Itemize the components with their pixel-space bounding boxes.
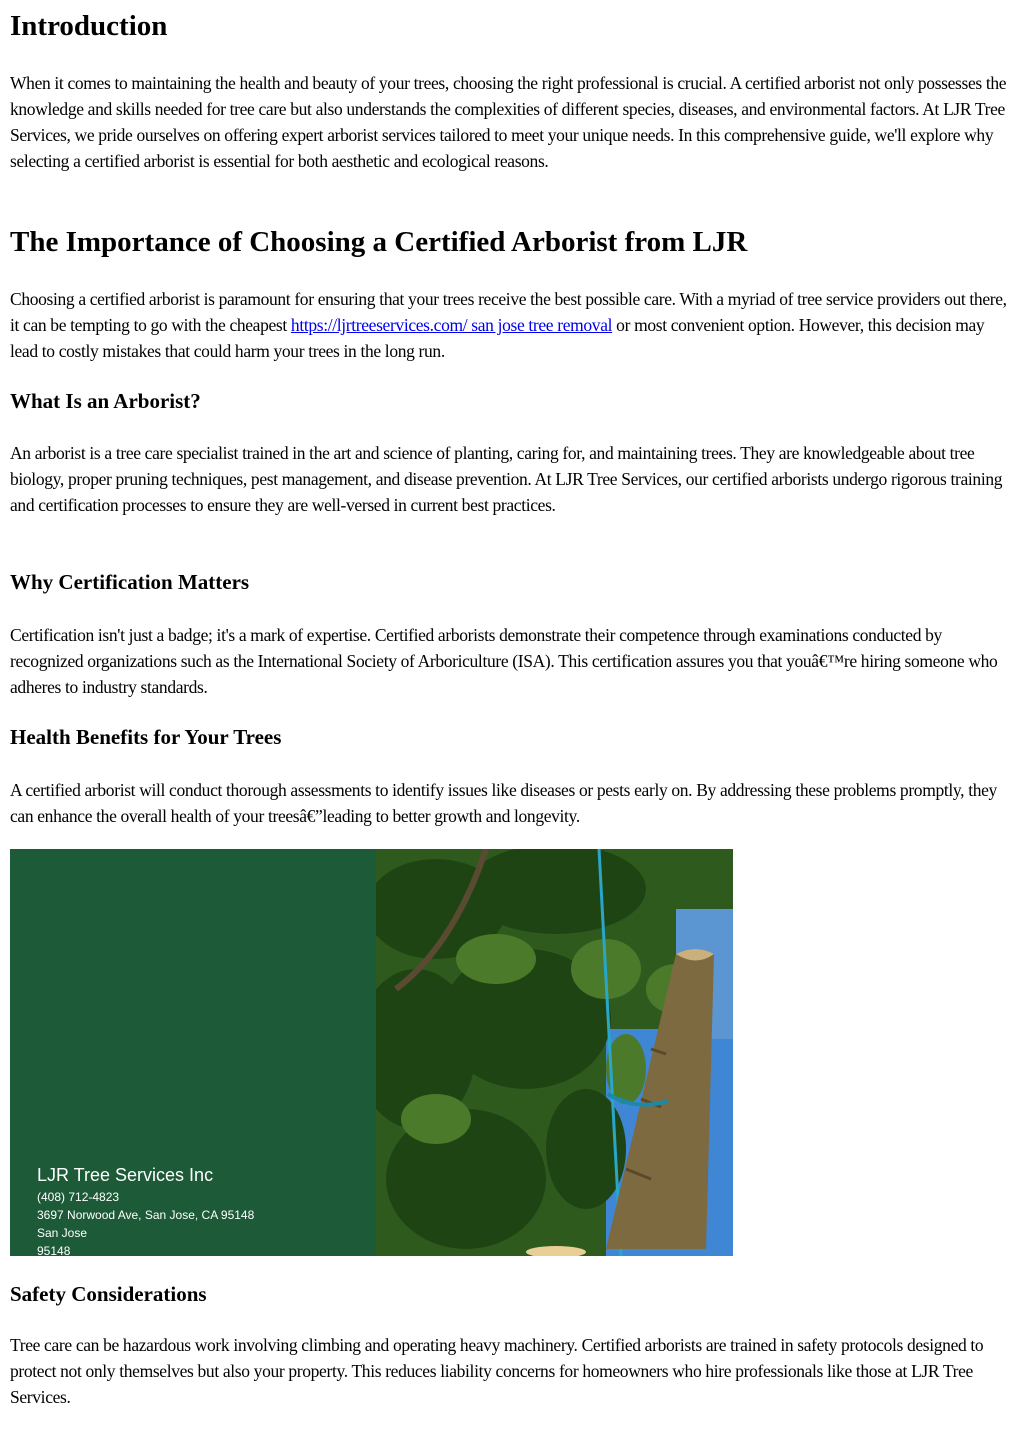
intro-heading: Introduction xyxy=(10,10,168,42)
health-heading: Health Benefits for Your Trees xyxy=(10,725,282,749)
banner-company-name: LJR Tree Services Inc xyxy=(37,1165,214,1185)
certification-paragraph: Certification isn't just a badge; it's a mark of expertise. Certified arborists demonstrate their competence through examinations conducted by recognized organizations such as the International Society of Arboriculture (ISA). This certification assures you that youâ€™re hiring someone who adheres to industry standards. xyxy=(10,625,998,697)
banner-city: San Jose xyxy=(37,1226,88,1240)
banner-green-panel xyxy=(10,849,376,1256)
what-is-paragraph: An arborist is a tree care specialist trained in the art and science of planting, caring for, and maintaining trees. They are knowledgeable about tree biology, proper pruning techniques, pest management, and disease prevention. At LJR Tree Services, our certified arborists undergo rigorous training and certification processes to ensure they are well-versed in current best practices. xyxy=(10,443,1003,515)
importance-text-after: or most convenient option. However, this decision may lead to costly mistakes that could harm your trees in the long run. xyxy=(10,315,985,361)
tree-trunk-illustration xyxy=(376,849,733,1256)
tree-photo xyxy=(376,849,733,1256)
importance-heading: The Importance of Choosing a Certified Arborist from LJR xyxy=(10,226,748,258)
what-is-heading: What Is an Arborist? xyxy=(10,389,201,413)
safety-heading: Safety Considerations xyxy=(10,1282,207,1306)
importance-paragraph xyxy=(10,286,1016,364)
intro-paragraph: When it comes to maintaining the health and beauty of your trees, choosing the right professional is crucial. A certified arborist not only possesses the knowledge and skills needed for tree care but also understands the complexities of different species, diseases, and environmental factors. At LJR Tree Services, we pride ourselves on offering expert arborist services tailored to meet your unique needs. In this comprehensive guide, we'll explore why selecting a certified arborist is essential for both aesthetic and ecological reasons. xyxy=(10,73,1007,171)
health-paragraph: A certified arborist will conduct thorough assessments to identify issues like diseases or pests early on. By addressing these problems promptly, they can enhance the overall health of your treesâ€”leading to better growth and longevity. xyxy=(10,780,997,826)
banner-address: 3697 Norwood Ave, San Jose, CA 95148 xyxy=(37,1208,255,1222)
banner-zip: 95148 xyxy=(37,1244,71,1256)
safety-paragraph: Tree care can be hazardous work involving climbing and operating heavy machinery. Certified arborists are trained in safety protocols designed to protect not only themselves but also your property. This reduces liability concerns for homeowners who hire professionals like those at LJR Tree Services. xyxy=(10,1335,984,1407)
importance-text-before: Choosing a certified arborist is paramount for ensuring that your trees receive the best possible care. With a myriad of tree service providers out there, it can be tempting to go with the cheapest xyxy=(10,289,1007,335)
certification-heading: Why Certification Matters xyxy=(10,570,250,594)
banner-phone: (408) 712-4823 xyxy=(37,1190,120,1204)
company-banner-image xyxy=(10,849,733,1256)
tree-removal-link[interactable]: https://ljrtreeservices.com/ san jose tree removal xyxy=(290,315,613,335)
